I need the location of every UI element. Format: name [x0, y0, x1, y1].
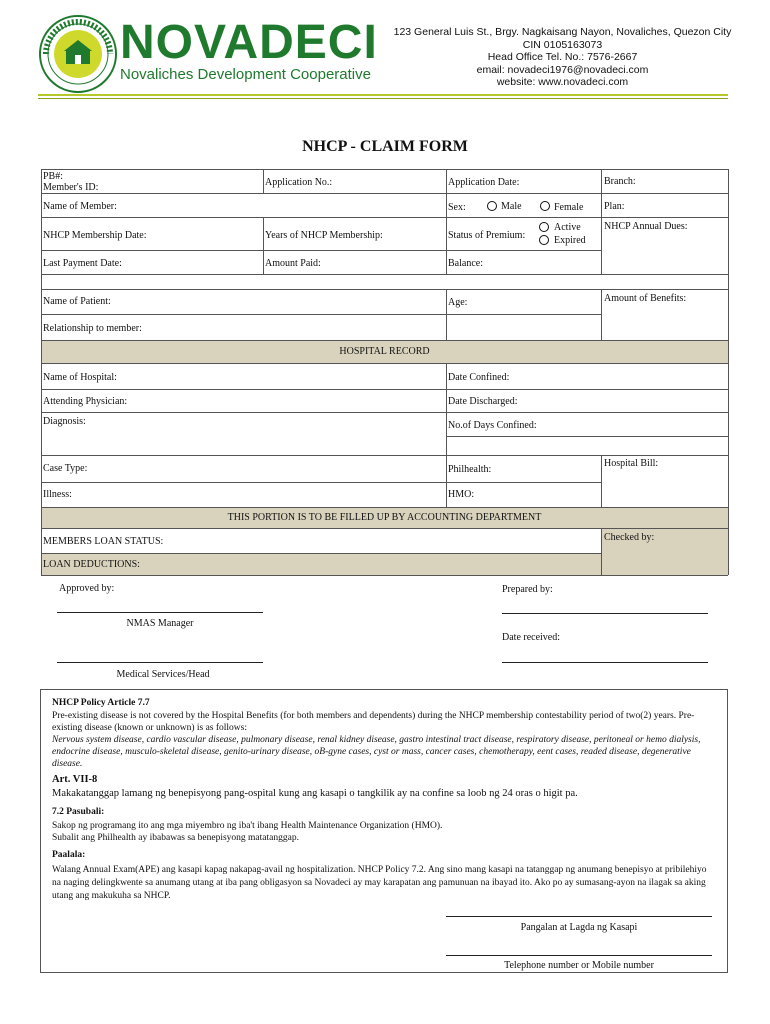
pasubali-title: 7.2 Pasubali: — [52, 807, 105, 817]
member-signature-label: Pangalan at Lagda ng Kasapi — [520, 922, 638, 933]
address-block — [380, 26, 745, 89]
members-id-label: Member's ID: — [43, 182, 99, 193]
case-type-label: Case Type: — [43, 463, 88, 474]
grid-line — [446, 363, 447, 507]
grid-line — [41, 575, 728, 576]
header-rule — [38, 94, 728, 96]
date-received-line[interactable] — [502, 662, 708, 663]
name-of-patient-label: Name of Patient: — [43, 296, 111, 307]
application-no-label: Application No.: — [265, 177, 333, 188]
sex-label: Sex: — [448, 202, 466, 213]
grid-line — [41, 482, 601, 483]
header-rule-thin — [38, 98, 728, 99]
grid-line — [41, 412, 728, 413]
prepared-by-signature-line[interactable] — [502, 613, 708, 614]
amount-paid-label: Amount Paid: — [265, 258, 321, 269]
hmo-label: HMO: — [448, 489, 475, 500]
status-active-radio[interactable] — [539, 222, 549, 232]
sex-female-label: Female — [554, 202, 584, 213]
pb-number-label: PB#: — [43, 171, 64, 182]
plan-label: Plan: — [604, 201, 625, 212]
grid-line — [446, 169, 447, 250]
form-title: NHCP - CLAIM FORM — [302, 138, 468, 155]
sex-male-radio[interactable] — [487, 201, 497, 211]
grid-line — [41, 553, 601, 554]
age-label: Age: — [448, 297, 468, 308]
name-of-hospital-label: Name of Hospital: — [43, 372, 117, 383]
sex-male-label: Male — [501, 201, 522, 212]
policy-article-diseases: Nervous system disease, cardio vascular disease, pulmonary disease, renal kidney disease, gastro intestinal tract disease, respiratory disease, peritoneal or hemo dialysis, endocrine disease, musculo-skeletal disease, genito-urinary disease, oB-gyne cases, cyst or mass, cancer cases, chemotherapy, eent cases, readed disease, degenerative disease. — [52, 735, 701, 769]
paalala-text: Walang Annual Exam(APE) ang kasapi kapag nakapag-avail ng hospitalization. NHCP Policy 7.2. Ang sino mang kasapi na tatanggap ng anumang benepisyo at pribilehiyo na naging delingkwente sa anumang utang at iba pang obligasyon sa Novadeci ay may karapatan ang pamunuan na ibayad ito. Ako po ay sumasang-ayon na ilagak sa aking utang ang makukuha sa NHCP. — [52, 865, 707, 901]
email-line: email: novadeci1976@novadeci.com — [476, 63, 649, 76]
years-membership-label: Years of NHCP Membership: — [265, 230, 383, 241]
art7-text: Makakatanggap lamang ng benepisyong pang-ospital kung ang kasapi o tangkilik ay na confine sa loob ng 24 oras o higit pa. — [52, 788, 578, 799]
sex-female-radio[interactable] — [540, 201, 550, 211]
balance-label: Balance: — [448, 258, 483, 269]
grid-line — [41, 217, 601, 218]
grid-line — [601, 455, 602, 507]
grid-line — [41, 363, 728, 364]
grid-line — [601, 217, 728, 218]
grid-line — [41, 507, 728, 508]
grid-line — [41, 455, 728, 456]
grid-line — [446, 289, 447, 340]
grid-line — [446, 436, 728, 437]
cin-line: CIN 0105163073 — [522, 38, 603, 51]
grid-line — [41, 528, 728, 529]
grid-line — [41, 193, 728, 194]
grid-line — [41, 340, 728, 341]
nmas-signature-line[interactable] — [57, 612, 263, 613]
member-signature-line[interactable] — [446, 916, 712, 917]
phone-label: Telephone number or Mobile number — [504, 960, 654, 971]
website-line: website: www.novadeci.com — [496, 76, 629, 88]
tel-line: Head Office Tel. No.: 7576-2667 — [487, 51, 638, 63]
philhealth-label: Philhealth: — [448, 464, 492, 475]
days-confined-label: No.of Days Confined: — [448, 420, 537, 431]
grid-line — [41, 289, 728, 290]
status-expired-label: Expired — [554, 235, 586, 246]
accounting-heading: THIS PORTION IS TO BE FILLED UP BY ACCOUNTING DEPARTMENT — [227, 512, 542, 523]
grid-line — [263, 217, 264, 274]
approved-by-label: Approved by: — [59, 583, 115, 594]
relationship-label: Relationship to member: — [43, 323, 142, 334]
last-payment-date-label: Last Payment Date: — [43, 258, 122, 269]
policy-article-title: NHCP Policy Article 7.7 — [52, 698, 150, 708]
grid-line — [601, 289, 602, 340]
medical-head-label: Medical Services/Head — [116, 669, 210, 680]
grid-line — [446, 250, 447, 274]
grid-line — [263, 169, 264, 193]
grid-line — [41, 274, 728, 275]
policy-article-text: Pre-existing disease is not covered by the Hospital Benefits (for both members and dependents) during the NHCP membership contestability period of two(2) years. Pre-existing disease (known or unknown) is as follows: — [52, 711, 695, 733]
attending-physician-label: Attending Physician: — [43, 396, 128, 407]
date-received-label: Date received: — [502, 632, 561, 643]
prepared-by-label: Prepared by: — [502, 584, 553, 595]
phone-line[interactable] — [446, 955, 712, 956]
hospital-bill-label: Hospital Bill: — [604, 458, 659, 469]
pasubali-line-2: Subalit ang Philhealth ay ibabawas sa benepisyong matatanggap. — [52, 833, 299, 843]
loan-deductions-label: LOAN DEDUCTIONS: — [43, 559, 140, 570]
annual-dues-label: NHCP Annual Dues: — [604, 221, 688, 232]
grid-line — [41, 314, 601, 315]
status-premium-label: Status of Premium: — [448, 230, 526, 241]
pasubali-line-1: Sakop ng programang ito ang mga miyembro ng iba't ibang Health Maintenance Organization (HMO). — [52, 821, 443, 831]
checked-by-label: Checked by: — [604, 532, 655, 543]
art7-title: Art. VII-8 — [52, 774, 98, 785]
status-active-label: Active — [554, 222, 581, 233]
novadeci-seal-logo — [38, 14, 118, 94]
address-line: 123 General Luis St., Brgy. Nagkaisang Nayon, Novaliches, Quezon City — [393, 26, 732, 38]
hospital-record-heading: HOSPITAL RECORD — [339, 346, 430, 357]
date-confined-label: Date Confined: — [448, 372, 510, 383]
brand-name: NOVADECI — [120, 16, 378, 69]
brand-subtitle: Novaliches Development Cooperative — [120, 66, 371, 83]
status-expired-radio[interactable] — [539, 235, 549, 245]
branch-label: Branch: — [604, 176, 636, 187]
paalala-title: Paalala: — [52, 850, 86, 860]
membership-date-label: NHCP Membership Date: — [43, 230, 147, 241]
grid-line — [601, 528, 602, 575]
application-date-label: Application Date: — [448, 177, 520, 188]
medical-head-signature-line[interactable] — [57, 662, 263, 663]
name-of-member-label: Name of Member: — [43, 201, 117, 212]
date-discharged-label: Date Discharged: — [448, 396, 518, 407]
nmas-manager-label: NMAS Manager — [126, 618, 194, 629]
grid-line — [41, 250, 601, 251]
grid-line — [728, 169, 729, 575]
illness-label: Illness: — [43, 489, 72, 500]
grid-line — [41, 389, 728, 390]
grid-line — [41, 169, 728, 170]
members-loan-status-label: MEMBERS LOAN STATUS: — [43, 536, 164, 547]
diagnosis-label: Diagnosis: — [43, 416, 86, 427]
grid-line — [601, 169, 602, 274]
amount-of-benefits-label: Amount of Benefits: — [604, 293, 687, 304]
